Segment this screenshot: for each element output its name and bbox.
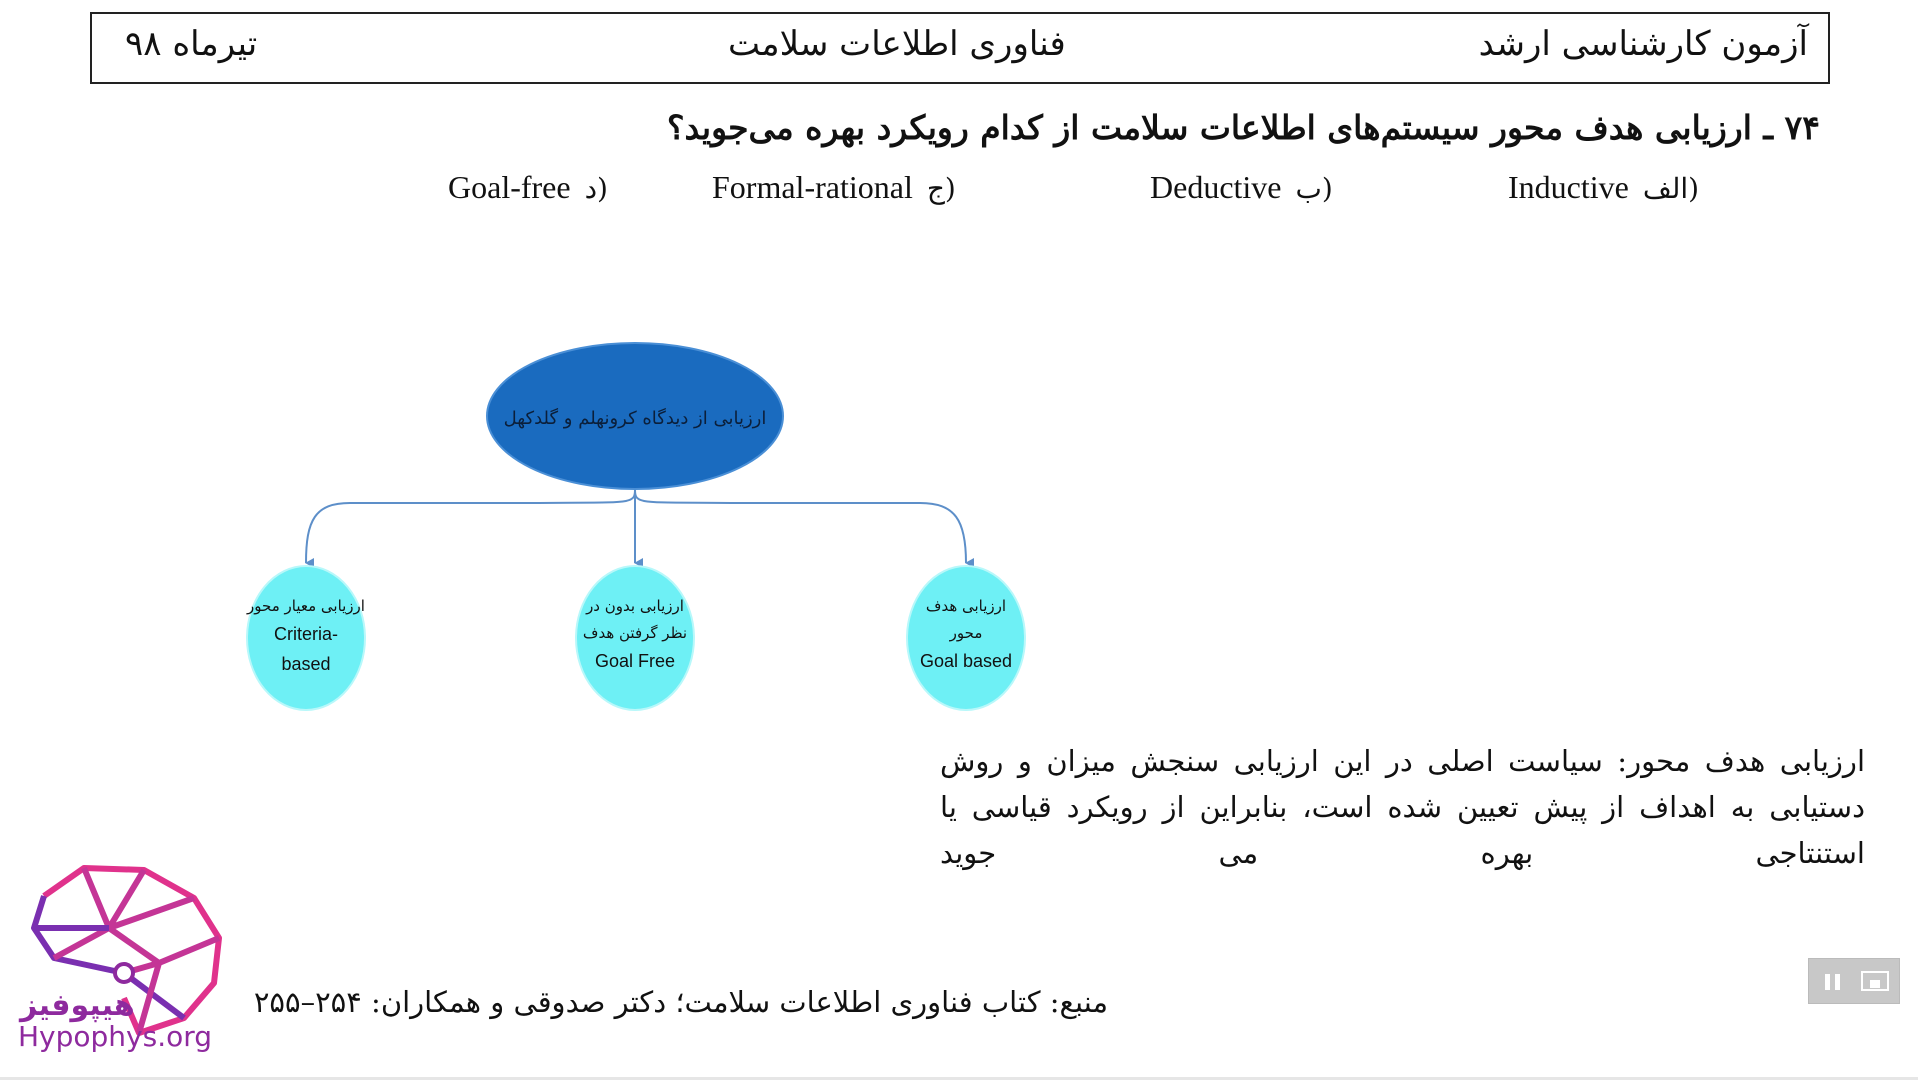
goal-free-en-label: Goal Free (594, 651, 676, 671)
criteria-based-en-label: Criteria-based (273, 624, 339, 674)
question-text: ارزیابی هدف محور سیستم‌های اطلاعات سلامت از کدام رویکرد بهره می‌جوید؟ (667, 108, 1752, 147)
option-d-letter: د) (584, 172, 608, 205)
video-controls[interactable] (1808, 958, 1900, 1004)
option-b (1150, 168, 1333, 206)
logo-text-fa: هیپوفیز (20, 988, 135, 1023)
question-line (667, 108, 1820, 147)
option-d-text: Goal-free (448, 169, 571, 205)
option-c-text: Formal-rational (712, 169, 913, 205)
criteria-based-fa-label: ارزیابی معیار محور (247, 597, 365, 615)
option-a-letter: الف) (1642, 172, 1700, 205)
root-label: ارزیابی از دیدگاه کرونهلم و گلدکهل (503, 408, 767, 429)
connector-right (635, 490, 966, 563)
option-b-text: Deductive (1150, 169, 1282, 205)
option-c-letter: ج) (926, 172, 956, 205)
pause-icon[interactable] (1823, 973, 1843, 991)
question-number: ۷۴ ـ (1763, 108, 1820, 147)
option-d (448, 168, 608, 206)
goal-free-fa-label: ارزیابی بدون در نظر گرفتن هدف (582, 597, 688, 642)
source-citation: منبع: کتاب فناوری اطلاعات سلامت؛ دکتر صدوقی و همکاران: ۲۵۴–۲۵۵ (253, 985, 1108, 1019)
option-a (1508, 168, 1699, 206)
explanation-text: ارزیابی هدف محور: سیاست اصلی در این ارزیابی سنجش میزان و روش دستیابی به اهداف از پیش تعیین شده است، بنابراین از رویکرد قیاسی یا استنتاجی بهره می جوید (940, 744, 1865, 870)
goal-based-en-label: Goal based (919, 651, 1013, 671)
screen-icon[interactable] (1861, 971, 1889, 993)
evaluation-diagram (230, 330, 1050, 730)
option-a-text: Inductive (1508, 169, 1629, 205)
connector-left (306, 490, 635, 563)
exam-date: تیرماه ۹۸ (125, 24, 258, 64)
exam-title: آزمون کارشناسی ارشد (1478, 24, 1808, 64)
logo-text-en: Hypophys.org (18, 1020, 213, 1053)
subject-title: فناوری اطلاعات سلامت (728, 24, 1066, 64)
option-c (712, 168, 956, 206)
goal-based-fa-label: ارزیابی هدف محور (925, 597, 1007, 642)
option-b-letter: ب) (1295, 172, 1333, 205)
